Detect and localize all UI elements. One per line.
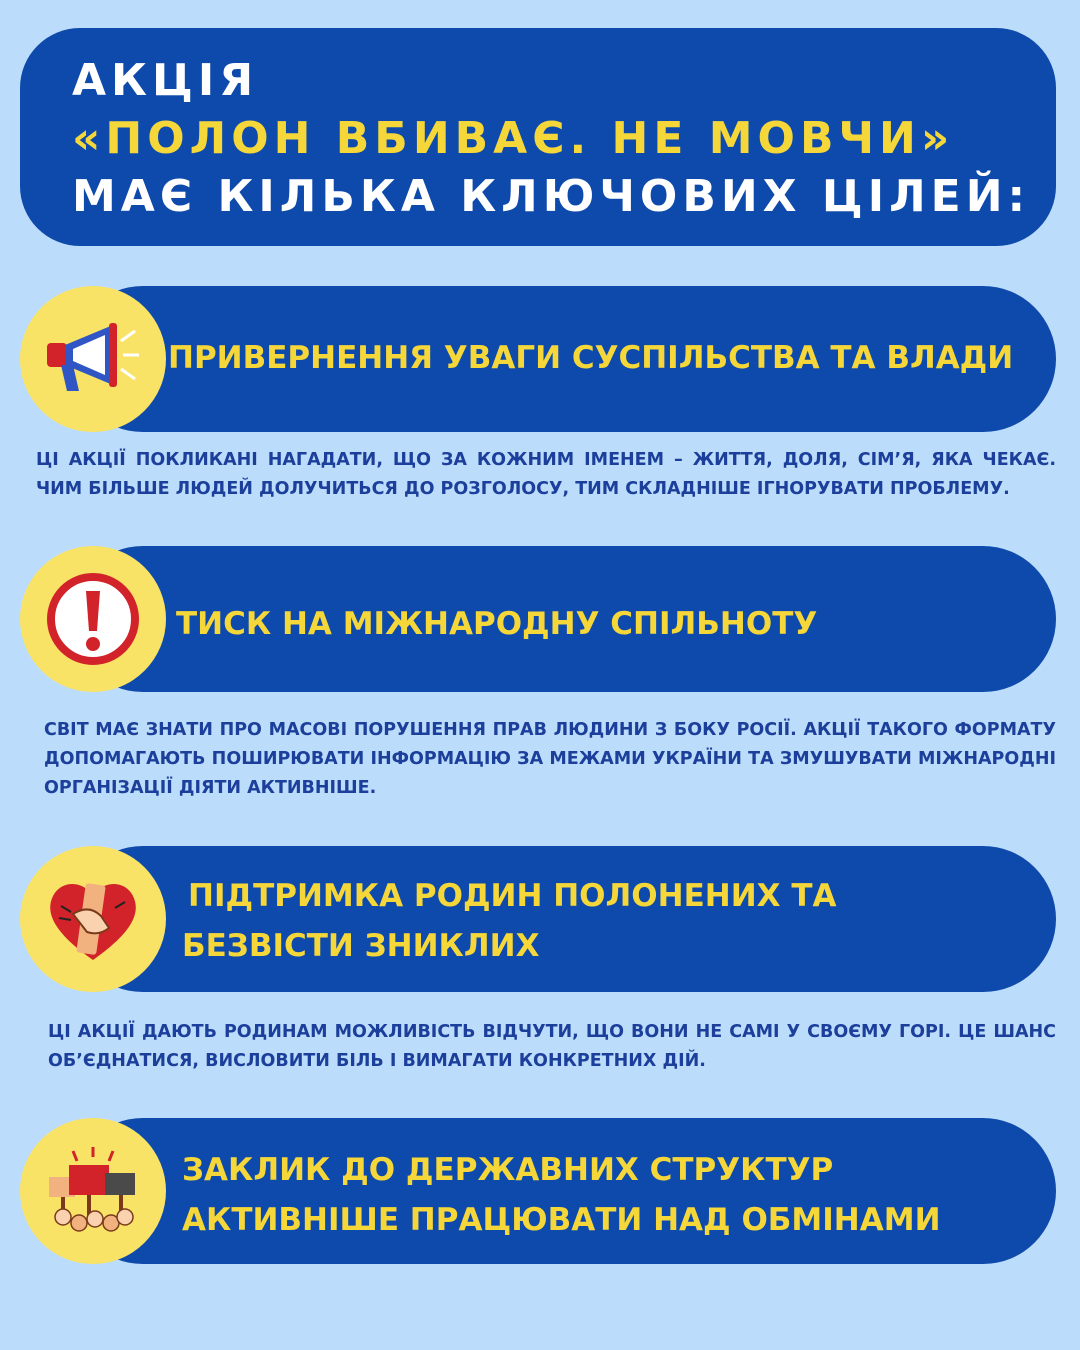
- goal-1-title: ПРИВЕРНЕННЯ УВАГИ СУСПІЛЬСТВА ТА ВЛАДИ: [168, 340, 1014, 376]
- goal-4-title-line-1: ЗАКЛИК ДО ДЕРЖАВНИХ СТРУКТУР: [182, 1152, 834, 1188]
- goal-3-description: ЦІ АКЦІЇ ДАЮТЬ РОДИНАМ МОЖЛИВІСТЬ ВІДЧУТИ, ЩО ВОНИ НЕ САМІ У СВОЄМУ ГОРІ. ЦЕ ШАНС ОБ’ЄДНАТИСЯ, ВИСЛОВИТИ БІЛЬ І ВИМАГАТИ КОНКРЕТНИХ ДІЙ.: [48, 1022, 1056, 1071]
- goal-1-description: ЦІ АКЦІЇ ПОКЛИКАНІ НАГАДАТИ, ЩО ЗА КОЖНИМ ІМЕНЕМ – ЖИТТЯ, ДОЛЯ, СІМ’Я, ЯКА ЧЕКАЄ. ЧИМ БІЛЬШЕ ЛЮДЕЙ ДОЛУЧИТЬСЯ ДО РОЗГОЛОСУ, ТИМ СКЛАДНІШЕ ІГНОРУВАТИ ПРОБЛЕМУ.: [36, 450, 1056, 499]
- goal-2-description: СВІТ МАЄ ЗНАТИ ПРО МАСОВІ ПОРУШЕННЯ ПРАВ ЛЮДИНИ З БОКУ РОСІЇ. АКЦІЇ ТАКОГО ФОРМАТУ ДОПОМАГАЮТЬ ПОШИРЮВАТИ ІНФОРМАЦІЮ ЗА МЕЖАМИ УКРАЇНИ ТА ЗМУШУВАТИ МІЖНАРОДНІ ОРГАНІЗАЦІЇ ДІЯТИ АКТИВНІШЕ.: [44, 720, 1056, 798]
- goal-3-title-line-2: БЕЗВІСТИ ЗНИКЛИХ: [182, 928, 540, 964]
- header-campaign-name: «ПОЛОН ВБИВАЄ. НЕ МОВЧИ»: [72, 113, 955, 164]
- header-banner: [20, 28, 1056, 246]
- goal-4-title-line-2: АКТИВНІШЕ ПРАЦЮВАТИ НАД ОБМІНАМИ: [182, 1202, 941, 1238]
- heart-hands-icon: [43, 874, 143, 964]
- goal-2-icon-circle: [20, 546, 166, 692]
- goal-3-icon-circle: [20, 846, 166, 992]
- header-line-3: МАЄ КІЛЬКА КЛЮЧОВИХ ЦІЛЕЙ:: [72, 171, 1031, 222]
- header-line-1: АКЦІЯ: [72, 55, 259, 106]
- protest-icon: [43, 1143, 143, 1239]
- goal-3-title-line-1: ПІДТРИМКА РОДИН ПОЛОНЕНИХ ТА: [188, 878, 837, 914]
- goal-1-icon-circle: [20, 286, 166, 432]
- goal-4-icon-circle: [20, 1118, 166, 1264]
- exclamation-icon: [45, 571, 141, 667]
- megaphone-icon: [43, 319, 143, 399]
- goal-2-title: ТИСК НА МІЖНАРОДНУ СПІЛЬНОТУ: [176, 606, 818, 642]
- goal-3-banner: [70, 846, 1056, 992]
